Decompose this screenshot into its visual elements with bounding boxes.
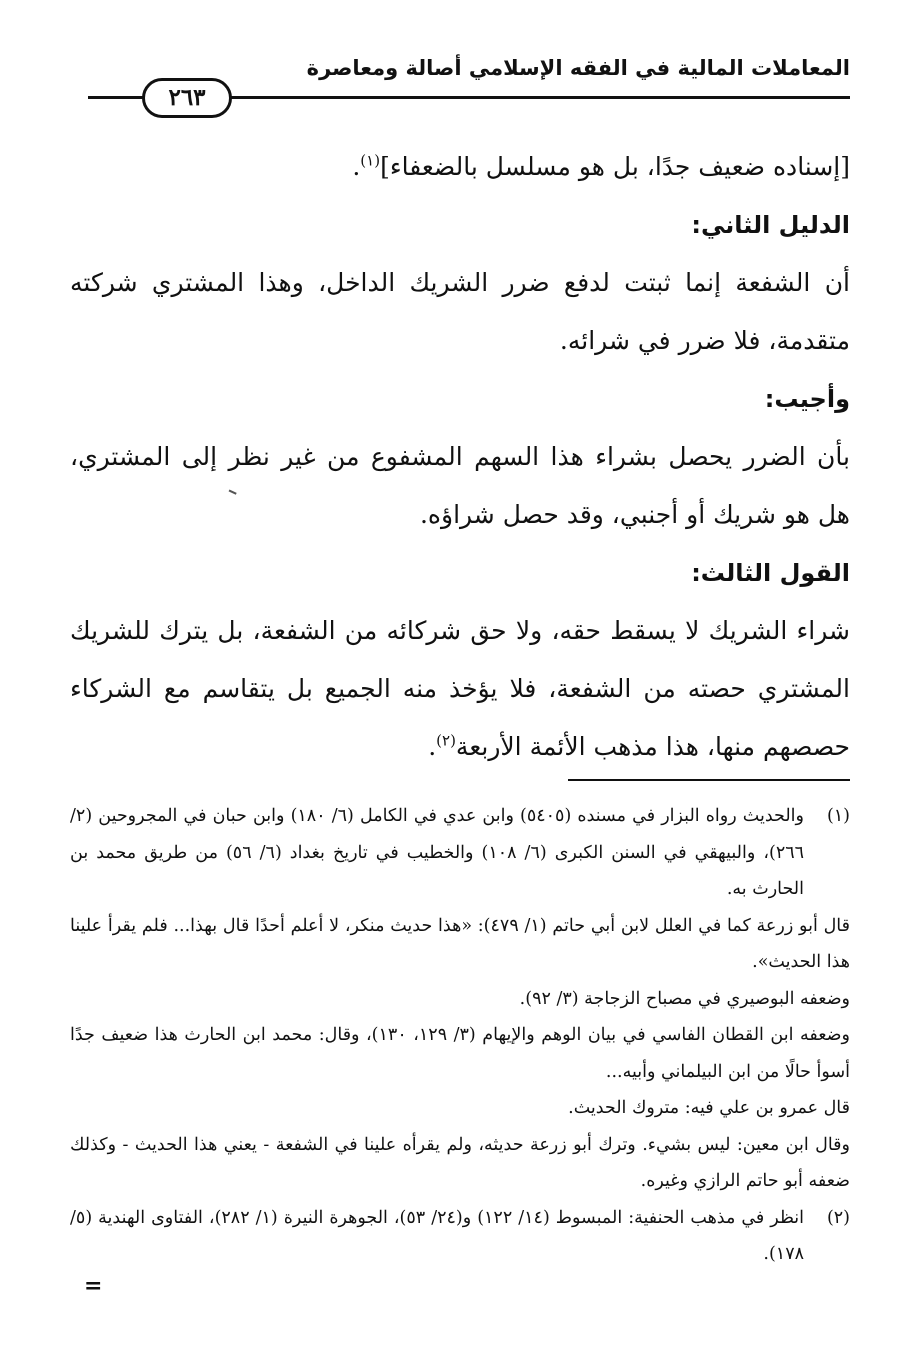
sentence-end: . (352, 152, 361, 181)
footnote-1 (70, 798, 850, 908)
footnote-text: والحديث رواه البزار في مسنده (٥٤٠٥) وابن عدي في الكامل (٦/ ١٨٠) وابن حبان في المجروحين (٢/ ٢٦٦)، والبيهقي في السنن الكبرى (٦/ ١٠٨) والخطيب في تاريخ بغداد (٦/ ٥٦) من طريق محمد بن الحارث به. (70, 806, 805, 899)
body-text (70, 138, 850, 776)
heading-response: وأجيب: (764, 385, 850, 413)
footnote-text: انظر في مذهب الحنفية: المبسوط (١٤/ ١٢٢) و(٢٤/ ٥٣)، الجوهرة النيرة (١/ ٢٨٢)، الفتاوى الهندية (٥/ ١٧٨). (70, 1207, 805, 1264)
footnote-1-paragraph: وضعفه البوصيري في مصباح الزجاجة (٣/ ٩٢). (519, 988, 850, 1009)
paragraph-2: بأن الضرر يحصل بشراء هذا السهم المشفوع من غير نظر إلى المشتري، هل هو شريك أو أجنبي، وقد حصل شراؤه. (70, 442, 850, 529)
page-number-badge (142, 78, 232, 118)
sentence-end: . (428, 732, 437, 761)
footnote-number: (١) (826, 806, 850, 826)
page-number: ٢٦٣ (168, 84, 206, 111)
heading-third-opinion: القول الثالث: (691, 559, 850, 587)
paragraph-1: أن الشفعة إنما ثبتت لدفع ضرر الشريك الداخل، وهذا المشتري شركته متقدمة، فلا ضرر في شرائه. (70, 268, 850, 355)
paragraph-3 (70, 602, 850, 776)
footnote-number: (٢) (826, 1207, 850, 1228)
footnote-1-paragraph: قال أبو زرعة كما في العلل لابن أبي حاتم (١/ ٤٧٩): «هذا حديث منكر، لا أعلم أحدًا قال بهذا... فلم يقرأ علينا هذا الحديث». (70, 915, 850, 972)
footnote-1-paragraph: قال عمرو بن علي فيه: متروك الحديث. (568, 1098, 850, 1118)
quote-text: [إسناده ضعيف جدًا، بل هو مسلسل بالضعفاء] (380, 152, 850, 181)
body-line-1 (70, 138, 850, 196)
footnote-1-paragraph: وضعفه ابن القطان الفاسي في بيان الوهم والإيهام (٣/ ١٢٩، ١٣٠)، وقال: محمد ابن الحارث هذا ضعيف جدًا أسوأ حالًا من ابن البيلماني وأبيه... (70, 1025, 850, 1082)
footnotes (70, 798, 850, 1273)
footnote-2 (70, 1200, 850, 1273)
footnote-ref-2[interactable]: (٢) (436, 731, 456, 750)
footnote-rule (568, 779, 850, 781)
footnote-1-paragraph: وقال ابن معين: ليس بشيء. وترك أبو زرعة حديثه، ولم يقرأه علينا في الشفعة - يعني هذا الحديث - وكذلك ضعفه أبو حاتم الرازي وغيره. (70, 1134, 850, 1191)
running-title: المعاملات المالية في الفقه الإسلامي أصالة ومعاصرة (306, 56, 850, 80)
paragraph-3-text: شراء الشريك لا يسقط حقه، ولا حق شركائه من الشفعة، بل يترك للشريك المشتري حصته من الشفعة، فلا يؤخذ منه الجميع بل يتقاسم مع الشركاء حصصهم منها، هذا مذهب الأئمة الأربعة (70, 616, 850, 761)
continuation-mark: = (84, 1273, 103, 1299)
heading-second-evidence: الدليل الثاني: (691, 211, 850, 239)
footnote-ref-1[interactable]: (١) (360, 151, 381, 170)
